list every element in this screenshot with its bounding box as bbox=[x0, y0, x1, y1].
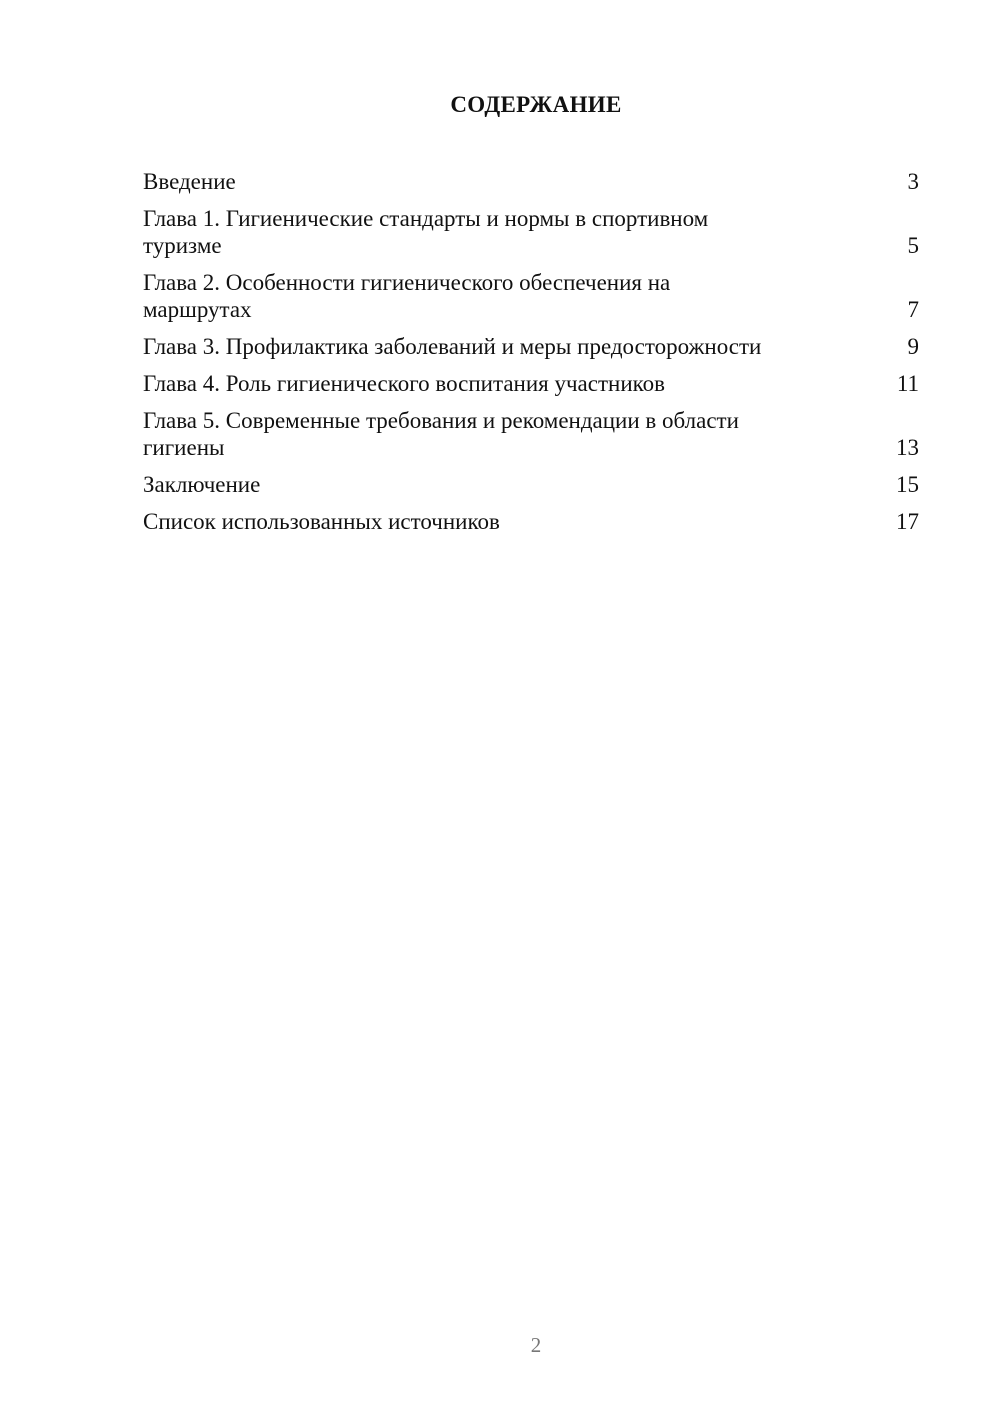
toc-entry-page: 15 bbox=[896, 472, 919, 497]
toc-entry-chapter-1[interactable] bbox=[143, 205, 919, 259]
page-number: 2 bbox=[530, 1333, 542, 1357]
toc-entry-introduction[interactable] bbox=[143, 168, 919, 195]
toc-entry-text: Список использованных источников bbox=[143, 509, 500, 534]
toc-entry-text: Глава 4. Роль гигиенического воспитания участников bbox=[143, 371, 665, 396]
toc-entry-page: 3 bbox=[907, 169, 919, 194]
toc-entry-text: Введение bbox=[143, 169, 236, 194]
toc-entry-page: 13 bbox=[896, 435, 919, 460]
toc-entry-conclusion[interactable] bbox=[143, 471, 919, 498]
toc-entry-text: Глава 2. Особенности гигиенического обеспечения на маршрутах bbox=[143, 270, 671, 322]
toc-entry-chapter-4[interactable] bbox=[143, 370, 919, 397]
toc-entry-chapter-2[interactable] bbox=[143, 269, 919, 323]
toc-entry-references[interactable] bbox=[143, 508, 919, 535]
toc-entry-page: 9 bbox=[907, 334, 919, 359]
toc-entry-page: 17 bbox=[896, 509, 919, 534]
toc-entry-text: Глава 5. Современные требования и рекомендации в области гигиены bbox=[143, 408, 739, 460]
toc-entry-text: Заключение bbox=[143, 472, 261, 497]
toc-entry-chapter-3[interactable] bbox=[143, 333, 919, 360]
toc-entry-page: 11 bbox=[896, 371, 919, 396]
toc-entry-page: 5 bbox=[907, 233, 919, 258]
table-of-contents bbox=[143, 168, 919, 545]
toc-entry-text: Глава 1. Гигиенические стандарты и нормы в спортивном туризме bbox=[143, 206, 709, 258]
toc-entry-text: Глава 3. Профилактика заболеваний и меры предосторожности bbox=[143, 334, 762, 359]
toc-entry-chapter-5[interactable] bbox=[143, 407, 919, 461]
toc-entry-page: 7 bbox=[907, 297, 919, 322]
toc-title: СОДЕРЖАНИЕ bbox=[450, 92, 622, 117]
